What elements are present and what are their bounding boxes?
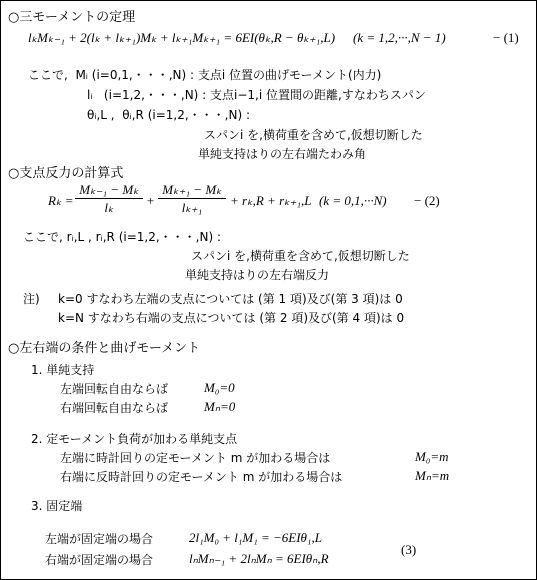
definition-line: スパンi を,横荷重を含めて,仮想切断した (204, 128, 423, 142)
equation-1: lₖMₖ₋₁ + 2(lₖ + lₖ₊₁)Mₖ + lₖ₊₁Mₖ₊₁ = 6EI(θₖ,R − θₖ₊₁,L) (28, 30, 336, 45)
fraction-denominator: lₖ₊₁ (181, 200, 203, 215)
condition-equation: Mₙ=0 (204, 399, 236, 414)
condition-text: 右端が固定端の場合 (45, 553, 154, 567)
fraction-numerator: Mₖ₋₁ − Mₖ (79, 182, 139, 197)
fraction-bar (158, 198, 226, 199)
equation-1-range: (k = 1,2,···,N − 1) (353, 30, 446, 45)
equation-1-tag: − (1) (493, 30, 519, 45)
equation-2-fraction-2 (158, 182, 226, 215)
equation-2-lhs: Rₖ = (48, 193, 74, 208)
subsection-label: 3. 固定端 (31, 499, 83, 513)
subsection-label: 1. 単純支持 (31, 363, 95, 377)
equation-2-range: (k = 0,1,···N) (319, 193, 387, 208)
equation-2-tag: − (2) (414, 193, 440, 208)
definition-line: ここで, rᵢ,L , rᵢ,R (i=1,2,・・・,N) : (23, 230, 221, 244)
equation-2-rest: + rₖ,R + rₖ₊₁,L (230, 193, 312, 208)
equation-3-tag: (3) (401, 542, 417, 557)
fraction-denominator: lₖ (104, 200, 114, 215)
definition-line: ここで, Mᵢ (i=0,1,・・・,N) : 支点i 位置の曲げモーメント(内力) (28, 68, 382, 82)
note-label: 注) (23, 292, 40, 306)
definition-line: θᵢ,L , θᵢ,R (i=1,2,・・・,N) : (87, 108, 250, 122)
equation-2-plus: + (146, 193, 155, 208)
condition-text: 右端に反時計回りの定モーメント m が加わる場合は (60, 470, 343, 484)
fraction-bar (75, 198, 143, 199)
definition-line: スパンi を,横荷重を含めて,仮想切断した (191, 249, 410, 263)
subsection-label: 2. 定モーメント負荷が加わる単純支点 (31, 432, 238, 446)
condition-equation: Mₙ=m (415, 468, 450, 483)
condition-equation: M₀=m (415, 449, 449, 464)
note-line: k=0 すなわち左端の支点については (第 1 項)及び(第 3 項)は 0 (58, 292, 403, 306)
condition-equation: M₀=0 (204, 380, 235, 395)
condition-text: 左端に時計回りの定モーメント m が加わる場合は (60, 451, 331, 465)
condition-equation: lₙMₙ₋₁ + 2lₙMₙ = 6EIθₙ,R (189, 551, 329, 566)
section-title-reaction: ○支点反力の計算式 (8, 166, 124, 181)
condition-text: 右端回転自由ならば (60, 401, 169, 415)
condition-text: 左端が固定端の場合 (45, 532, 154, 546)
equation-2-fraction-1 (75, 182, 143, 215)
condition-text: 左端回転自由ならば (60, 382, 169, 396)
section-title-three-moment: ○三モーメントの定理 (8, 10, 136, 25)
note-line: k=N すなわち右端の支点については (第 2 項)及び(第 4 項)は 0 (58, 311, 405, 325)
definition-line: 単純支持はりの左右端反力 (185, 268, 330, 282)
definition-line: 単純支持はりの左右端たわみ角 (198, 147, 367, 161)
definition-line: lᵢ (i=1,2,・・・,N) : 支点i−1,i 位置間の距離,すなわちスパン (87, 88, 426, 102)
section-title-end-conditions: ○左右端の条件と曲げモーメント (8, 341, 201, 356)
condition-equation: 2l₁M₀ + l₁M₁ = −6EIθ₁,L (189, 530, 322, 545)
fraction-numerator: Mₖ₊₁ − Mₖ (162, 182, 222, 197)
